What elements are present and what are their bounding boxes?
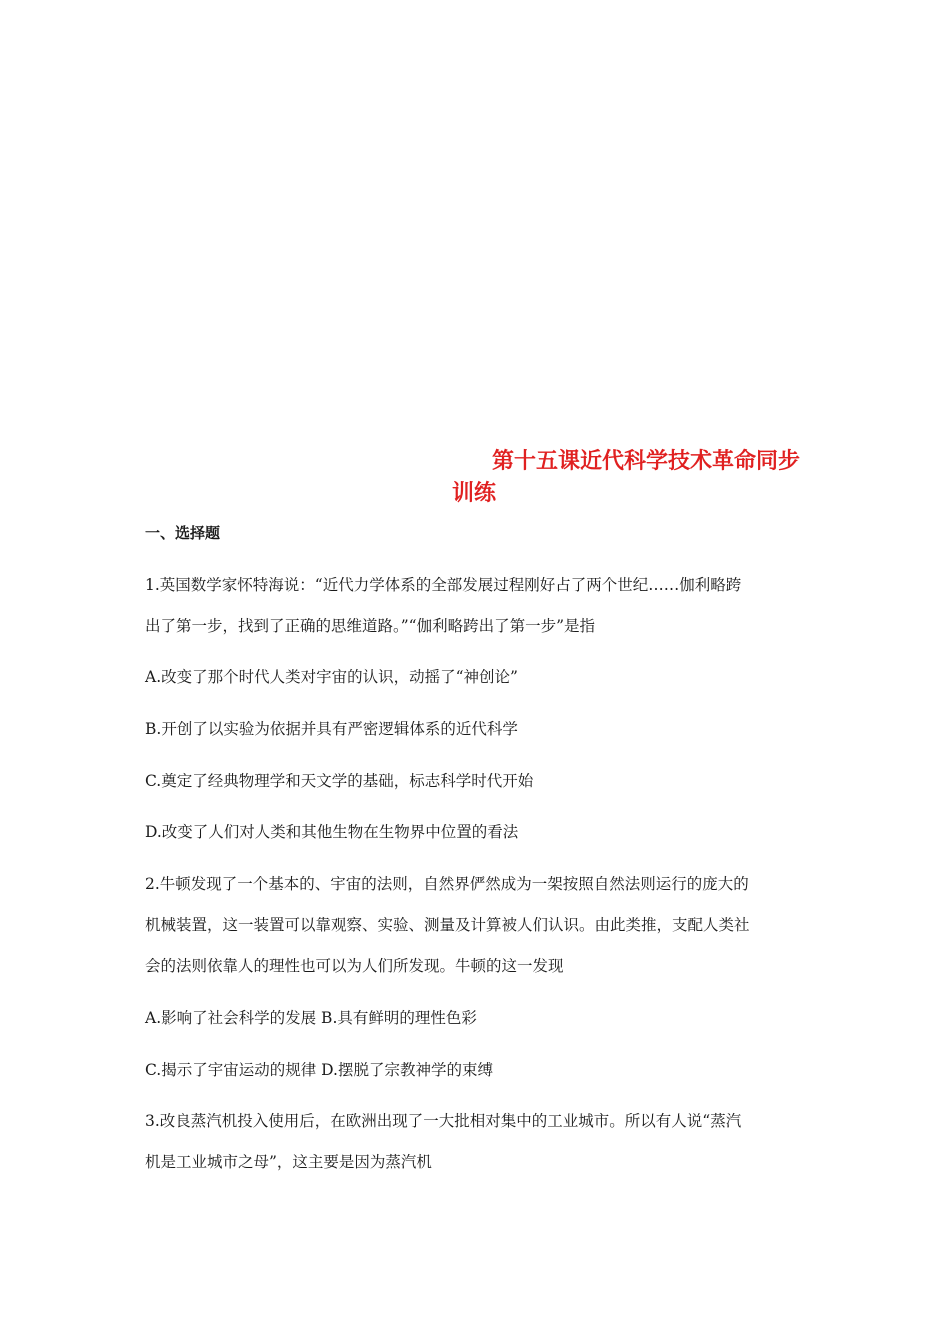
question-2-stem-line-2: 机械装置，这一装置可以靠观察、实验、测量及计算被人们认识。由此类推，支配人类社 <box>145 916 750 934</box>
document-title <box>452 446 812 510</box>
title-line-2: 训练 <box>452 481 497 506</box>
question-1-stem-line-2: 出了第一步，找到了正确的思维道路。”“伽利略跨出了第一步”是指 <box>145 617 596 635</box>
question-2-options-ab: A.影响了社会科学的发展 B.具有鲜明的理性色彩 <box>145 1009 477 1027</box>
question-1-stem <box>145 565 810 647</box>
question-2-stem <box>145 864 810 987</box>
question-3-stem-line-2: 机是工业城市之母”，这主要是因为蒸汽机 <box>145 1153 432 1171</box>
section-heading-multiple-choice: 一、选择题 <box>145 524 221 542</box>
question-2-stem-line-1: 2.牛顿发现了一个基本的、宇宙的法则，自然界俨然成为一架按照自然法则运行的庞大的 <box>145 875 749 893</box>
question-3-stem <box>145 1101 810 1183</box>
question-1-option-c: C.奠定了经典物理学和天文学的基础，标志科学时代开始 <box>145 772 534 790</box>
question-1-option-b: B.开创了以实验为依据并具有严密逻辑体系的近代科学 <box>145 720 518 738</box>
question-1-option-d: D.改变了人们对人类和其他生物在生物界中位置的看法 <box>145 823 519 841</box>
question-1-option-a: A.改变了那个时代人类对宇宙的认识，动摇了“神创论” <box>145 668 518 686</box>
question-2-options-cd: C.揭示了宇宙运动的规律 D.摆脱了宗教神学的束缚 <box>145 1061 493 1079</box>
question-2-stem-line-3: 会的法则依靠人的理性也可以为人们所发现。牛顿的这一发现 <box>145 957 564 975</box>
question-3-stem-line-1: 3.改良蒸汽机投入使用后，在欧洲出现了一大批相对集中的工业城市。所以有人说“蒸汽 <box>145 1112 742 1130</box>
question-1-stem-line-1: 1.英国数学家怀特海说：“近代力学体系的全部发展过程刚好占了两个世纪……伽利略跨 <box>145 576 742 594</box>
title-line-1: 第十五课近代科学技术革命同步 <box>492 449 801 474</box>
